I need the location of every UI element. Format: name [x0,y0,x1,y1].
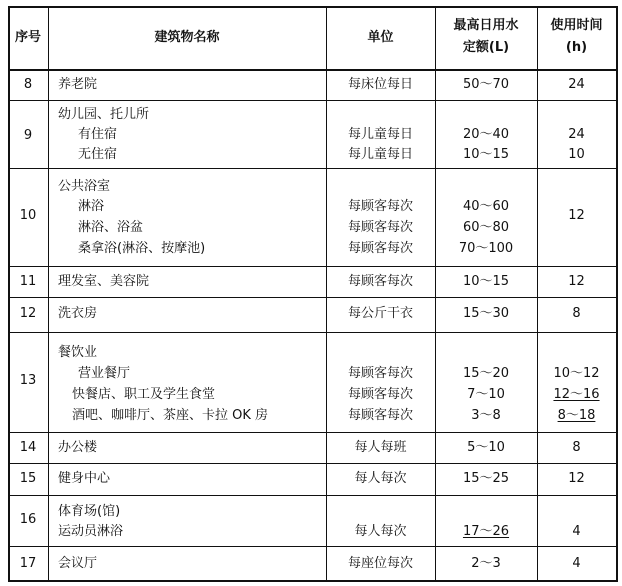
row-seq: 17 [19,556,37,571]
sub-row-unit: 每顾客每次 [347,366,413,381]
sub-row-unit: 每顾客每次 [347,241,413,256]
header-divider [8,69,616,71]
row-divider [8,432,616,433]
row-seq: 16 [19,512,37,527]
row-quota: 5～10 [467,440,505,455]
row-unit: 每顾客每次 [347,274,413,289]
sub-row-quota: 70～100 [458,241,514,256]
water-quota-table [8,6,616,580]
row-unit: 每人每班 [354,440,407,455]
row-name: 会议厅 [58,556,98,571]
row-name: 洗衣房 [58,306,98,321]
row-name: 餐饮业 [58,345,98,360]
row-name: 理发室、美容院 [58,274,150,289]
row-seq: 10 [19,208,37,223]
row-time: 12 [568,208,585,223]
sub-row-name: 无住宿 [78,147,118,162]
header-seq: 序号 [14,30,41,45]
row-unit: 每座位每次 [347,556,413,571]
sub-row-name: 营业餐厅 [78,366,131,381]
row-unit: 每人每次 [354,471,407,486]
row-quota: 15～30 [462,306,510,321]
row-quota: 15～25 [462,471,510,486]
row-quota: 2～3 [471,556,501,571]
header-time-line2: (h) [565,40,588,55]
sub-row-quota: 15～20 [462,366,510,381]
row-name: 健身中心 [58,471,111,486]
sub-row-quota: 40～60 [462,199,510,214]
sub-row-name: 有住宿 [78,127,118,142]
row-unit: 每床位每日 [347,77,413,92]
row-time: 12 [568,471,585,486]
row-divider [8,100,616,101]
row-divider [8,546,616,547]
sub-row-unit: 每顾客每次 [347,408,413,423]
sub-row-unit: 每顾客每次 [347,199,413,214]
row-seq: 8 [23,77,33,92]
sub-row-unit: 每人每次 [354,524,407,539]
row-seq: 15 [19,471,37,486]
row-seq: 13 [19,373,37,388]
row-name: 公共浴室 [58,179,111,194]
row-seq: 11 [19,274,37,289]
row-name: 幼儿园、托儿所 [58,107,150,122]
header-unit: 单位 [367,30,394,45]
row-divider [8,332,616,333]
row-time: 12 [568,274,585,289]
row-divider [8,463,616,464]
row-time: 4 [572,556,581,571]
header-quota-line2: 定额(L) [462,40,510,55]
sub-row-time: 8～18 [557,408,596,423]
row-time: 24 [568,77,585,92]
row-time: 8 [572,306,581,321]
sub-row-time: 12～16 [553,387,600,402]
row-divider [8,168,616,169]
row-seq: 12 [19,306,37,321]
sub-row-quota: 60～80 [462,220,510,235]
sub-row-time: 10 [568,147,585,162]
sub-row-time: 4 [572,524,581,539]
sub-row-name: 淋浴、浴盆 [78,220,144,235]
row-divider [8,266,616,267]
row-divider [8,297,616,298]
sub-row-quota: 7～10 [467,387,505,402]
row-name: 体育场(馆) [58,504,121,519]
sub-row-unit: 每儿童每日 [347,127,413,142]
row-seq: 14 [19,440,37,455]
sub-row-quota: 20～40 [462,127,510,142]
sub-row-quota: 17～26 [462,524,510,539]
row-quota: 50～70 [462,77,510,92]
sub-row-name: 淋浴 [78,199,105,214]
row-quota: 10～15 [462,274,510,289]
sub-row-unit: 每顾客每次 [347,220,413,235]
sub-row-quota: 3～8 [471,408,501,423]
sub-row-time: 10～12 [553,366,600,381]
row-name: 养老院 [58,77,98,92]
row-name: 办公楼 [58,440,98,455]
row-divider [8,495,616,496]
header-quota-line1: 最高日用水 [453,18,519,33]
sub-row-time: 24 [568,127,585,142]
sub-row-quota: 10～15 [462,147,510,162]
sub-row-name: 酒吧、咖啡厅、茶座、卡拉 OK 房 [72,408,269,423]
row-time: 8 [572,440,581,455]
header-time-line1: 使用时间 [550,18,603,33]
sub-row-name: 桑拿浴(淋浴、按摩池) [78,241,206,256]
sub-row-name: 快餐店、职工及学生食堂 [72,387,216,402]
sub-row-name: 运动员淋浴 [58,524,124,539]
row-unit: 每公斤干衣 [347,306,413,321]
sub-row-unit: 每儿童每日 [347,147,413,162]
sub-row-unit: 每顾客每次 [347,387,413,402]
header-name: 建筑物名称 [154,30,220,45]
row-seq: 9 [23,128,33,143]
